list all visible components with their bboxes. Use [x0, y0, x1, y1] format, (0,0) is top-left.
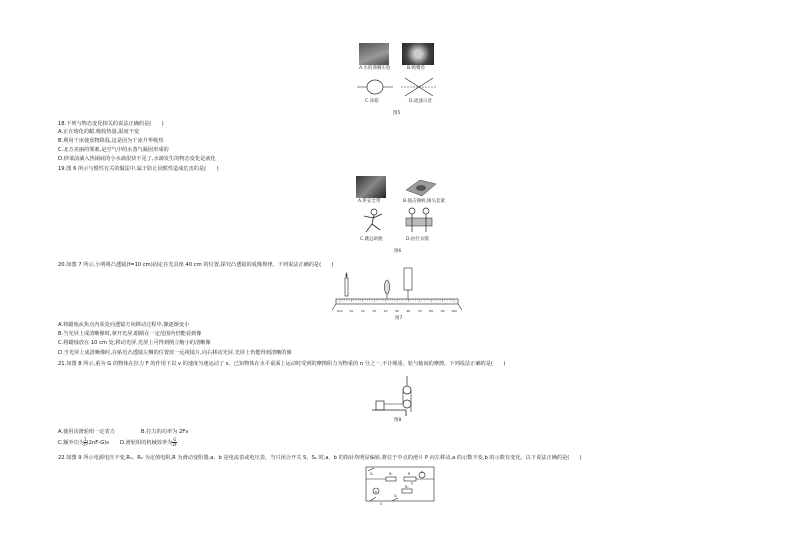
q21-stem: 21.如图 8 所示,重为 G 的物体在拉力 F 的作用下以 v 的速度匀速运动了 s。已知物体在水平桌面上运动时受到的摩擦阻力为物重的 n 分之一,不计绳重、轮与轴间的摩擦。下列说法正确的是( ) [58, 361, 506, 367]
bench-tick-label: 40 [383, 309, 388, 313]
q20-option-d: D.当光屏上成清晰像时,在贴近凸透镜左侧的位置放一远视镜片,向右移动光屏,光屏上仍能得到清晰的像 [58, 350, 292, 356]
circuit-label: S₁ [370, 472, 374, 476]
fridge-diagram [357, 76, 393, 98]
q18-option-c: C.北方美丽的雾凇,是空气中的水蒸气凝固形成的 [58, 147, 169, 153]
circuit-label: P [411, 482, 413, 486]
q22-stem: 22.如图 9 所示电源电压不变,R₁、R₂ 为定值电阻,R 为滑动变阻器,a、b 是电流表或电压表。当只闭合开关 S、S₁ 时,a、b 的指针均明显偏转,将位于中点的滑片 P 向左移动,a 的示数不变,b 的示数有变化。以下说法正确的是( ) [58, 455, 582, 461]
light-screen [404, 268, 412, 290]
convex-lens [385, 280, 390, 294]
q18-option-a: A.正在熔化的蜡,吸收热量,温度不变 [58, 129, 140, 135]
figure-9-circuit [362, 463, 438, 507]
q21-option-d [120, 438, 177, 447]
q21-d-den: 2F [172, 442, 178, 447]
q21-option-b: B.拉力的功率为 2Fv [141, 429, 189, 435]
fig6-sub-a: A.系安全带 [358, 199, 381, 204]
fig7-caption: 图7 [395, 316, 403, 321]
circuit-label: S [380, 502, 383, 506]
fig6-sub-b: B.撞击锤柄,锤头套紧 [403, 199, 445, 204]
fig6-caption: 图6 [394, 249, 402, 254]
bench-tick-label: 100 [451, 309, 457, 313]
fig6-sub-d: D.拍打衣服 [406, 237, 429, 242]
fig5-sub-b: B.鸭嘴兽 [407, 66, 426, 71]
bench-tick-label: 20 [360, 309, 365, 313]
q18-stem: 18.下列与物态变化相关的说法正确的是( ) [58, 121, 164, 127]
circuit-label: a [421, 470, 423, 474]
fig5-caption: 图5 [393, 111, 401, 116]
q20-option-c: C.将蜡烛放在 10 cm 处,移动光屏,光屏上可得到倒立缩小的清晰像 [58, 340, 211, 346]
circuit-label: S₂ [394, 494, 398, 498]
q18-option-d: D.炒菜前滴入热锅底的小水滴很快不见了,水滴发生的物态变化是液化 [58, 156, 216, 162]
circuit-label: R₁ [389, 472, 393, 476]
bench-tick-label: 10 [349, 309, 354, 313]
figure-8-pulley [372, 376, 422, 416]
q21-d-num: G [173, 437, 177, 442]
figure-7-optical-bench [332, 266, 462, 316]
q21-option-a: A.使用该滑轮组一定省力 [58, 429, 115, 435]
q20-option-a: A.将蜡烛从焦点内某处向透镜方向移动过程中,像逐渐变小 [58, 322, 190, 328]
q21-d-fraction [172, 438, 177, 447]
bench-tick-label: 80 [429, 309, 434, 313]
platypus-photo [402, 43, 434, 65]
fig5-sub-d: D.流速示意 [409, 99, 432, 104]
q20-stem: 20.如图 7 所示,小明将凸透镜(f=10 cm)固定在光具座 40 cm 的位置,探究凸透镜的成像规律。下列说法正确的是( ) [58, 262, 334, 268]
rheostat-r [404, 477, 416, 481]
bench-tick-label: 60 [406, 309, 411, 313]
beating-clothes-drawing [402, 206, 436, 236]
hammer-diagram [404, 176, 438, 198]
figure-5 [357, 43, 437, 118]
fig8-caption: 图8 [394, 418, 402, 423]
bench-tick-label: 70 [417, 309, 422, 313]
block [376, 401, 384, 410]
figure-6 [356, 176, 445, 256]
circuit-label: R₂ [405, 485, 409, 489]
q21-c-den: n [84, 442, 87, 447]
candle [345, 278, 348, 296]
resistor-r2 [402, 489, 412, 493]
long-jump-drawing [360, 208, 388, 236]
q21-c-prefix: C.额外功为 [58, 440, 85, 446]
q21-d-prefix: D.滑轮组的机械效率为 [120, 440, 173, 446]
q20-option-b: B.当光屏上成清晰像时,拿开光屏,眼睛在一定范围内仍能看到像 [58, 331, 202, 337]
boiling-water-photo [359, 43, 389, 65]
seatbelt-photo [356, 176, 386, 198]
fig6-sub-c: C.跳远助跑 [360, 237, 383, 242]
fig5-sub-c: C.冰箱 [365, 99, 379, 104]
resistor-r1 [386, 477, 396, 481]
q19-stem: 19.图 6 所示与惯性有关的做法中,属于防止因惯性造成危害的是( ) [58, 166, 219, 172]
bench-tick-label: 30 [372, 309, 377, 313]
q21-option-c [58, 438, 109, 447]
bench-tick-label: 90 [440, 309, 445, 313]
q18-option-b: B.利用干冰使食物降温,这是因为干冰升华吸热 [58, 138, 164, 144]
circuit-label: b [375, 490, 378, 494]
q21-c-num: 1 [84, 437, 87, 442]
bench-tick-label: 50 [395, 309, 399, 313]
bench-tick-label: 0cm [336, 309, 344, 313]
fig5-sub-a: A.水的沸腾实验 [359, 66, 391, 71]
q21-c-suffix: (2nF-G)s [86, 440, 109, 446]
fixed-pulley [403, 386, 411, 394]
flow-diagram [401, 76, 437, 98]
movable-pulley [403, 400, 411, 408]
circuit-label: R [408, 472, 411, 476]
